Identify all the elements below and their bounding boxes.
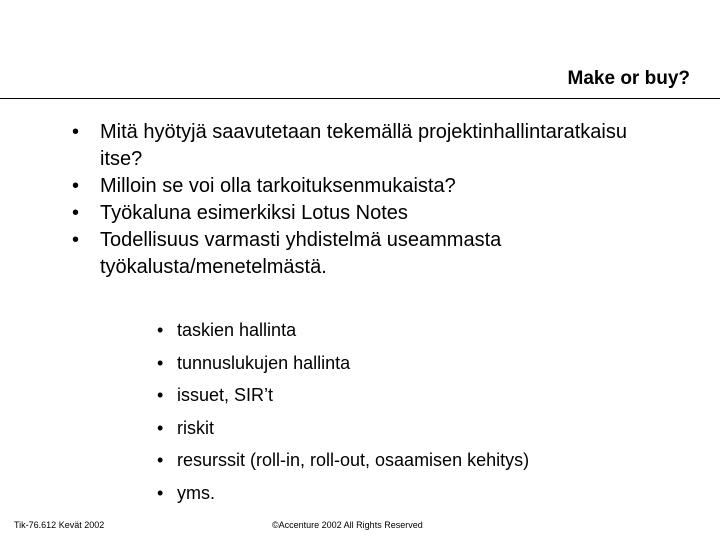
sub-bullet-list bbox=[157, 314, 637, 509]
sub-bullet-item bbox=[157, 444, 637, 477]
bullet-text: Mitä hyötyjä saavutetaan tekemällä projektinhallintaratkaisu itse? bbox=[100, 121, 627, 170]
footer-course: Tik-76.612 Kevät 2002 bbox=[14, 520, 105, 530]
sub-bullet-text: resurssit (roll-in, roll-out, osaamisen kehitys) bbox=[177, 450, 530, 470]
bullet-text: Milloin se voi olla tarkoituksenmukaista? bbox=[100, 175, 456, 197]
slide-title: Make or buy? bbox=[567, 68, 690, 89]
sub-bullet-text: taskien hallinta bbox=[177, 320, 297, 340]
footer-copyright: ©Accenture 2002 All Rights Reserved bbox=[272, 520, 423, 530]
bullet-dot-icon: • bbox=[157, 352, 164, 373]
bullet-dot-icon: • bbox=[157, 385, 164, 405]
bullet-item bbox=[72, 173, 672, 200]
bullet-dot-icon: • bbox=[72, 229, 80, 251]
bullet-item bbox=[72, 200, 672, 227]
bullet-dot-icon: • bbox=[72, 175, 80, 197]
sub-bullet-item bbox=[157, 412, 637, 445]
sub-bullet-item bbox=[157, 477, 637, 510]
sub-bullet-text: yms. bbox=[177, 482, 215, 503]
title-divider bbox=[0, 98, 720, 99]
sub-bullet-item bbox=[157, 379, 637, 412]
main-bullet-list bbox=[72, 119, 672, 281]
bullet-dot-icon: • bbox=[72, 121, 80, 143]
bullet-item bbox=[72, 227, 672, 281]
sub-bullet-text: riskit bbox=[177, 417, 214, 438]
bullet-dot-icon: • bbox=[157, 417, 164, 438]
bullet-dot-icon: • bbox=[157, 450, 164, 470]
sub-bullet-text: issuet, SIR’t bbox=[177, 385, 274, 405]
bullet-dot-icon: • bbox=[157, 320, 164, 340]
sub-bullet-item bbox=[157, 314, 637, 347]
bullet-item bbox=[72, 119, 672, 173]
bullet-text: Työkaluna esimerkiksi Lotus Notes bbox=[100, 202, 408, 224]
bullet-dot-icon: • bbox=[157, 482, 164, 503]
bullet-text: Todellisuus varmasti yhdistelmä useammasta työkalusta/menetelmästä. bbox=[100, 229, 502, 278]
bullet-dot-icon: • bbox=[72, 202, 80, 224]
sub-bullet-text: tunnuslukujen hallinta bbox=[177, 352, 351, 373]
sub-bullet-item bbox=[157, 347, 637, 380]
